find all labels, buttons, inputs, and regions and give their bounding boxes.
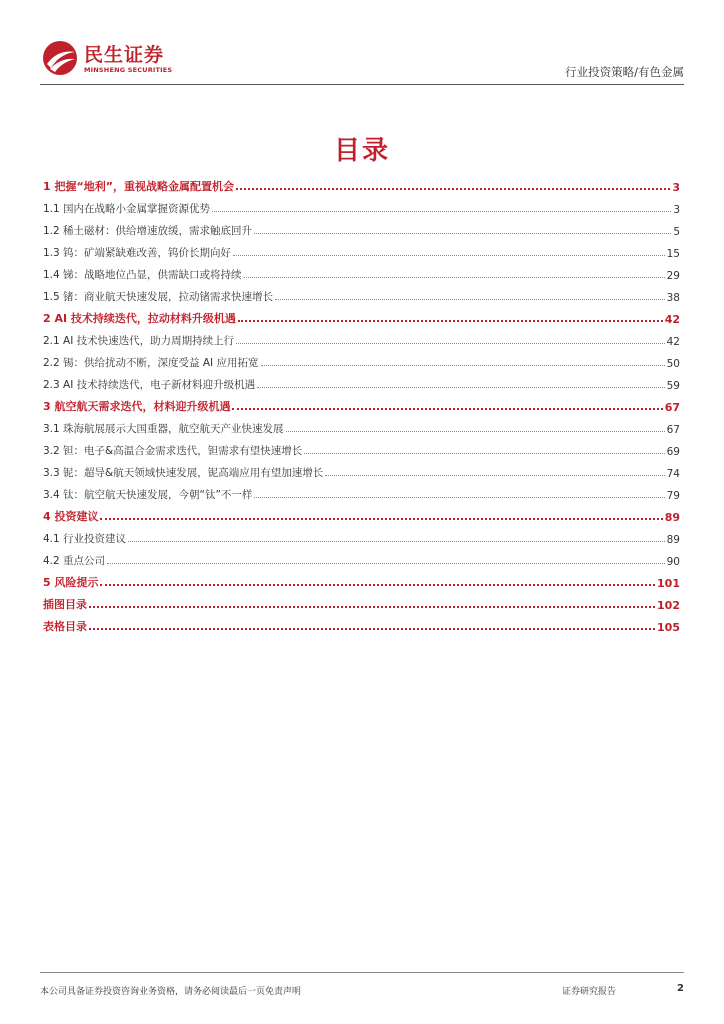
toc-entry-title: 1.1 国内在战略小金属掌握资源优势 [43,203,211,215]
toc-dot-leader [107,563,665,564]
footer-disclaimer: 本公司具备证券投资咨询业务资格，请务必阅读最后一页免责声明 [40,987,302,997]
company-logo [40,38,240,78]
toc-entry-page: 38 [666,292,680,304]
toc-entry-title: 1.5 锗：商业航天快速发展，拉动锗需求快速增长 [43,291,274,303]
toc-entry[interactable] [43,194,680,216]
logo-chinese-name: 民生证券 [84,44,165,66]
toc-entry-page: 69 [666,446,680,458]
toc-entry-page: 50 [666,358,680,370]
toc-entry-page: 89 [664,511,680,524]
toc-entry-page: 15 [666,248,680,260]
toc-entry-title: 表格目录 [43,620,87,633]
toc-entry[interactable] [43,458,680,480]
toc-entry-title: 2.1 AI 技术快速迭代，助力周期持续上行 [43,335,235,347]
toc-dot-leader [238,320,663,322]
toc-dot-leader [244,277,665,278]
toc-entry[interactable] [43,436,680,458]
toc-entry[interactable] [43,304,680,326]
toc-entry[interactable] [43,238,680,260]
toc-entry[interactable] [43,414,680,436]
toc-entry[interactable] [43,568,680,590]
toc-entry[interactable] [43,348,680,370]
logo-english-name: MINSHENG SECURITIES [84,66,173,74]
toc-dot-leader [261,365,665,366]
toc-entry-page: 29 [666,270,680,282]
toc-dot-leader [236,188,670,190]
toc-entry-title: 插图目录 [43,598,87,611]
toc-entry-page: 89 [666,534,680,546]
page-number: 2 [677,983,684,994]
toc-dot-leader [286,431,665,432]
toc-entry[interactable] [43,546,680,568]
toc-entry-title: 3.1 珠海航展展示大国重器，航空航天产业快速发展 [43,423,284,435]
toc-entry-title: 2 AI 技术持续迭代，拉动材料升级机遇 [43,312,236,325]
page-header [40,38,684,84]
toc-entry[interactable] [43,370,680,392]
toc-dot-leader [100,518,662,520]
toc-entry[interactable] [43,502,680,524]
toc-entry-page: 105 [657,621,680,634]
toc-entry-title: 1 把握“地利”，重视战略金属配置机会 [43,180,234,193]
toc-entry-title: 4 投资建议 [43,510,99,523]
toc-entry-page: 59 [666,380,680,392]
toc-entry-page: 42 [666,336,680,348]
toc-entry[interactable] [43,480,680,502]
toc-entry-title: 1.2 稀土磁材：供给增速放缓，需求触底回升 [43,225,253,237]
toc-entry[interactable] [43,326,680,348]
toc-dot-leader [254,497,664,498]
toc-entry-title: 3.2 钽：电子&高温合金需求迭代，钽需求有望快速增长 [43,445,303,457]
toc-dot-leader [233,255,665,256]
toc-dot-leader [128,541,665,542]
toc-entry[interactable] [43,282,680,304]
toc-dot-leader [254,233,671,234]
table-of-contents [43,172,680,634]
toc-dot-leader [89,628,655,630]
report-category: 行业投资策略/有色金属 [565,65,684,79]
toc-entry-title: 3.4 钛：航空航天快速发展，今朝“钛”不一样 [43,489,253,501]
toc-entry-page: 5 [673,226,680,238]
toc-entry-title: 2.2 锡：供给扰动不断，深度受益 AI 应用拓宽 [43,357,259,369]
toc-entry-page: 42 [664,313,680,326]
toc-entry-page: 101 [657,577,680,590]
toc-dot-leader [212,211,671,212]
toc-entry-title: 1.3 钨：矿端紧缺难改善，钨价长期向好 [43,247,232,259]
toc-entry-page: 3 [672,181,680,194]
toc-entry-page: 74 [666,468,680,480]
toc-dot-leader [257,387,664,388]
toc-entry[interactable] [43,216,680,238]
header-divider [40,84,684,85]
toc-entry[interactable] [43,524,680,546]
footer-report-type: 证券研究报告 [562,987,617,997]
toc-entry[interactable] [43,612,680,634]
toc-dot-leader [304,453,664,454]
toc-entry[interactable] [43,172,680,194]
toc-entry-title: 2.3 AI 技术持续迭代，电子新材料迎升级机遇 [43,379,256,391]
toc-entry-page: 67 [666,424,680,436]
toc-dot-leader [236,343,664,344]
toc-entry-title: 3.3 铌：超导&航天领域快速发展，铌高端应用有望加速增长 [43,467,324,479]
toc-dot-leader [232,408,662,410]
toc-entry-title: 3 航空航天需求迭代，材料迎升级机遇 [43,400,231,413]
toc-entry[interactable] [43,392,680,414]
toc-title: 目录 [333,136,390,166]
toc-entry-page: 67 [664,401,680,414]
toc-entry-page: 102 [657,599,680,612]
toc-entry-title: 4.1 行业投资建议 [43,533,127,545]
toc-dot-leader [89,606,655,608]
toc-entry-title: 5 风险提示 [43,576,99,589]
toc-dot-leader [100,584,655,586]
toc-entry-page: 3 [673,204,680,216]
toc-entry-page: 90 [666,556,680,568]
toc-entry[interactable] [43,590,680,612]
minsheng-logo-icon [42,40,78,76]
toc-entry-title: 1.4 锑：战略地位凸显，供需缺口或将持续 [43,269,242,281]
toc-dot-leader [275,299,665,300]
toc-entry[interactable] [43,260,680,282]
toc-entry-page: 79 [666,490,680,502]
footer-divider [40,972,684,973]
toc-dot-leader [325,475,664,476]
toc-entry-title: 4.2 重点公司 [43,555,106,567]
